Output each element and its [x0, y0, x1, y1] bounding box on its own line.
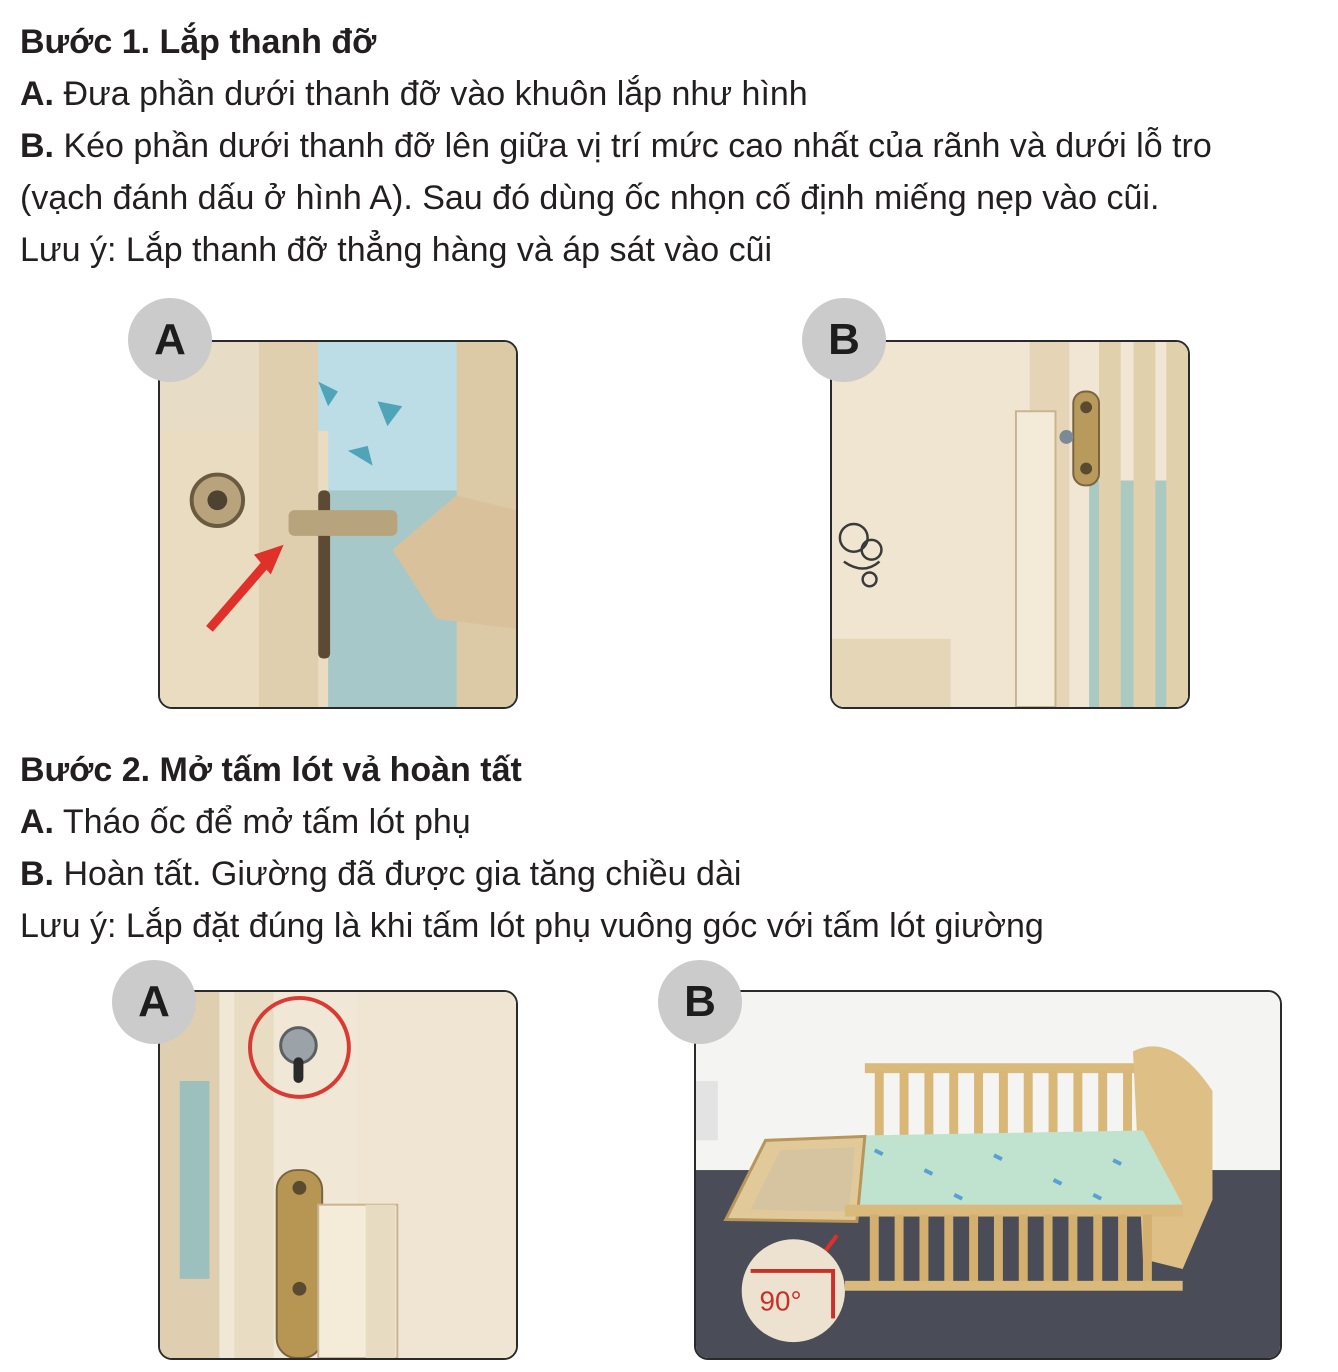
step1-b-text-line2: (vạch đánh dấu ở hình A). Sau đó dùng ốc nhọn cố định miếng nẹp vào cũi. [20, 179, 1160, 217]
step1-photo-a [158, 340, 518, 709]
step2-a-prefix: A. [20, 803, 54, 841]
step1-photo-a-illustration [160, 342, 516, 707]
step1-photo-b [830, 340, 1190, 709]
step1-photo-b-label: B [802, 298, 886, 382]
step1-title: Bước 1. Lắp thanh đỡ [20, 23, 377, 61]
step1-instruction-a [20, 74, 808, 114]
step1-photo-b-illustration [832, 342, 1188, 707]
step2-photo-a-illustration [160, 992, 516, 1358]
step2-photo-b-illustration [696, 992, 1280, 1358]
step2-a-text: Tháo ốc để mở tấm lót phụ [54, 803, 471, 841]
step1-a-prefix: A. [20, 75, 54, 113]
step2-instruction-b [20, 854, 741, 894]
step1-b-text-line1: Kéo phần dưới thanh đỡ lên giữa vị trí mức cao nhất của rãnh và dưới lỗ tro [54, 127, 1212, 165]
step2-b-text: Hoàn tất. Giường đã được gia tăng chiều dài [54, 855, 742, 893]
step2-photo-a [158, 990, 518, 1360]
step1-photo-a-label: A [128, 298, 212, 382]
step2-note: Lưu ý: Lắp đặt đúng là khi tấm lót phụ vuông góc với tấm lót giường [20, 907, 1044, 945]
step2-title: Bước 2. Mở tấm lót vả hoàn tất [20, 751, 522, 789]
step2-photo-b-label: B [658, 960, 742, 1044]
angle-label: 90° [759, 1285, 802, 1317]
step2-instruction-a [20, 802, 471, 842]
step1-a-text: Đưa phần dưới thanh đỡ vào khuôn lắp như hình [54, 75, 808, 113]
step1-instruction-b [20, 126, 1212, 166]
step2-photo-a-label: A [112, 960, 196, 1044]
step2-b-prefix: B. [20, 855, 54, 893]
step2-photo-b [694, 990, 1282, 1360]
step1-b-prefix: B. [20, 127, 54, 165]
step1-note: Lưu ý: Lắp thanh đỡ thẳng hàng và áp sát vào cũi [20, 231, 773, 269]
